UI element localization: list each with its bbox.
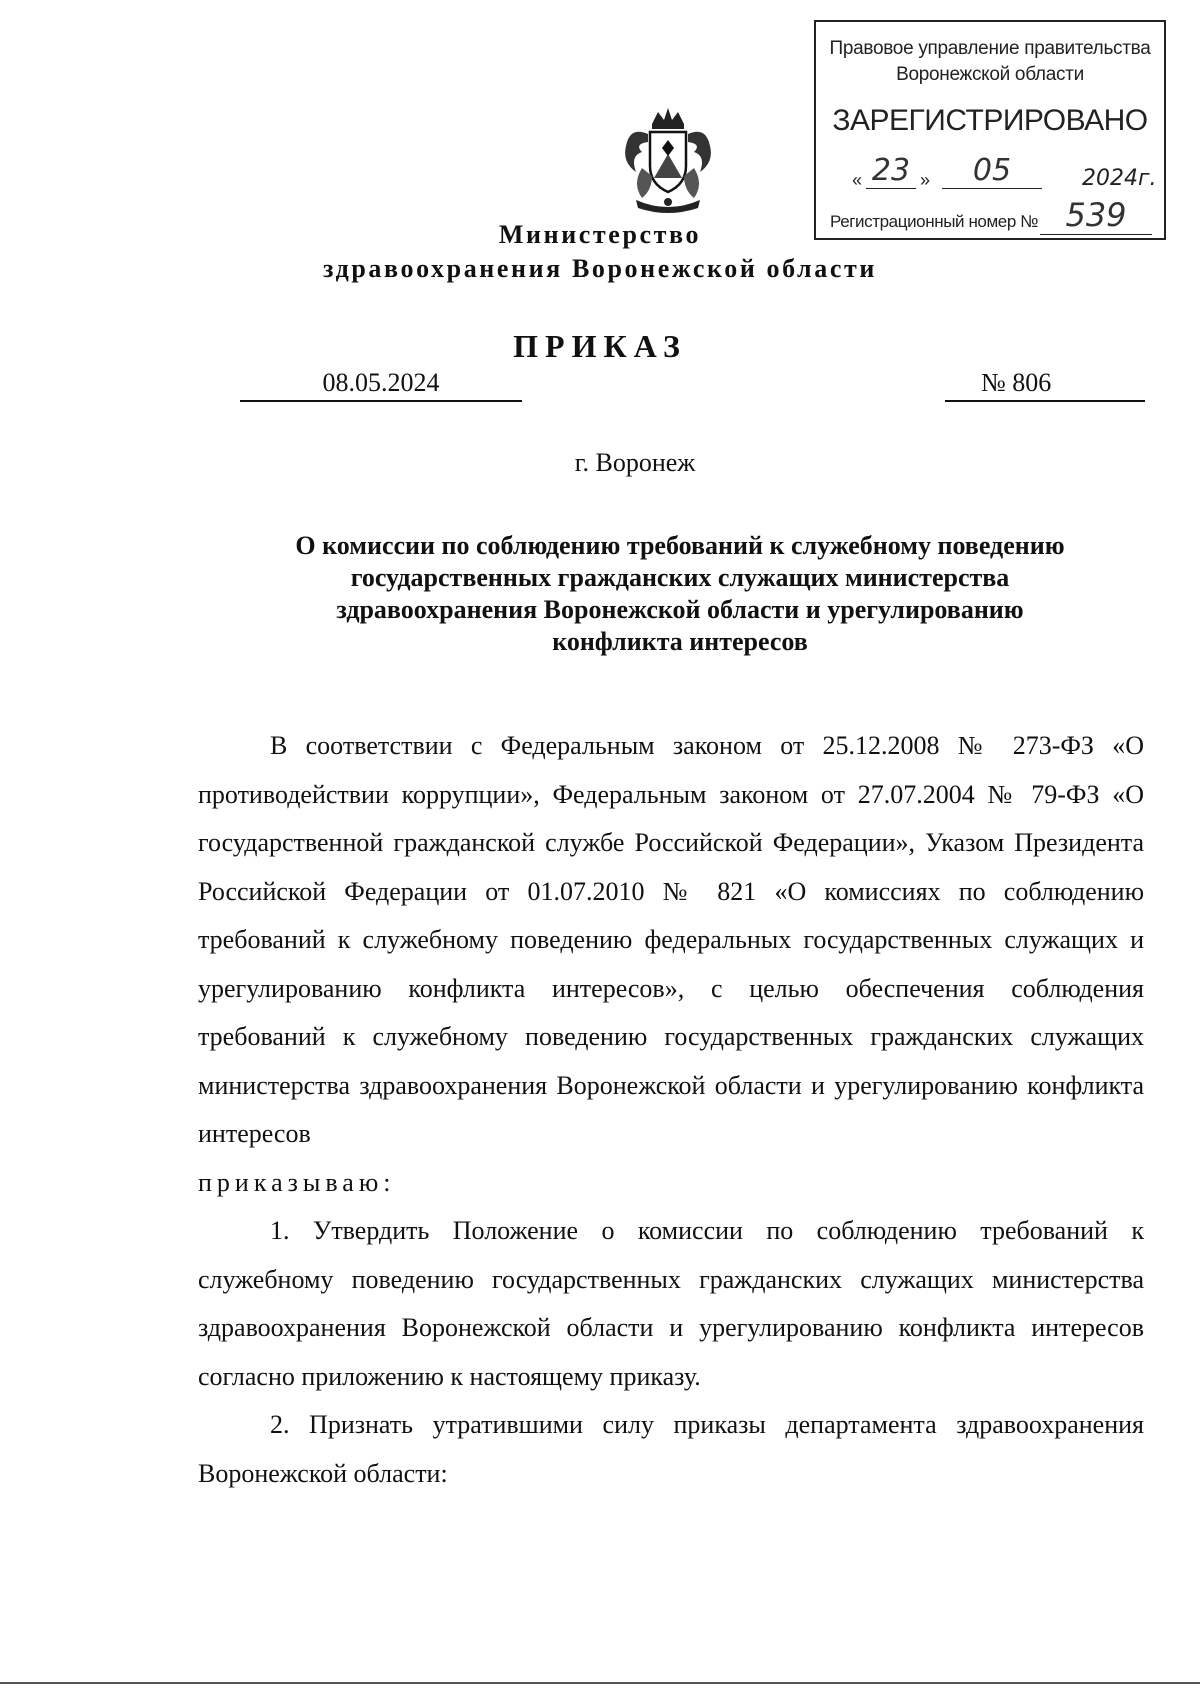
order-number: № 806 <box>981 368 1052 397</box>
ministry-name <box>0 218 1200 286</box>
order-item-2: 2. Признать утратившими силу приказы департамента здравоохранения Воронежской области: <box>198 1410 1144 1488</box>
voronezh-coat-of-arms-icon <box>612 104 724 216</box>
ministry-line2: здравоохранения Воронежской области <box>323 254 877 283</box>
stamp-quote-open: « <box>852 170 863 190</box>
stamp-quote-close: » <box>920 170 931 190</box>
ministry-line1: Министерство <box>498 220 702 249</box>
stamp-reg-label: Регистрационный номер № <box>830 212 1039 231</box>
city: г. Воронеж <box>574 448 696 477</box>
heading-line2: государственных гражданских служащих министерства <box>350 563 1010 592</box>
stamp-year: 2024г. <box>1082 166 1157 191</box>
order-body <box>198 722 1144 1498</box>
stamp-title: ЗАРЕГИСТРИРОВАНО <box>832 104 1148 137</box>
stamp-date <box>852 153 1157 194</box>
order-item-1: 1. Утвердить Положение о комиссии по соблюдению требований к служебному поведению государственных гражданских служащих министерства здравоохранения Воронежской области и урегулированию конфликта интересов согласно приложению к настоящему приказу. <box>198 1216 1144 1391</box>
order-date: 08.05.2024 <box>240 366 522 402</box>
stamp-organization <box>816 36 1164 88</box>
coat-of-arms-graphic <box>612 104 724 216</box>
stamp-day: 23 <box>866 154 916 189</box>
document-type: ПРИКАЗ <box>513 328 687 364</box>
heading-line3: здравоохранения Воронежской области и урегулированию <box>336 595 1024 624</box>
order-heading <box>200 530 1160 658</box>
stamp-reg-number: 539 <box>1040 196 1152 235</box>
heading-line4: конфликта интересов <box>552 627 808 656</box>
heading-line1: О комиссии по соблюдению требований к служебному поведению <box>295 531 1065 560</box>
order-number-field <box>945 366 1145 402</box>
page-bottom-divider <box>0 1682 1200 1684</box>
stamp-org-line2: Воронежской области <box>896 64 1084 85</box>
stamp-month: 05 <box>942 154 1042 189</box>
stamp-org-line1: Правовое управление правительства <box>829 38 1151 59</box>
registration-stamp <box>814 20 1166 240</box>
preamble-paragraph: В соответствии с Федеральным законом от 25.12.2008 № 273-ФЗ «О противодействии коррупции», Федеральным законом от 27.07.2004 № 79-ФЗ «О государственной гражданской службе Российской Федерации», Указом Президента Российской Федерации от 01.07.2010 № 821 «О комиссиях по соблюдению требований к служебному поведению федеральных государственных служащих и урегулированию конфликта интересов», с целью обеспечения соблюдения требований к служебному поведению государственных гражданских служащих министерства здравоохранения Воронежской области и урегулированию конфликта интересов <box>198 731 1144 1148</box>
order-word: приказываю: <box>198 1167 396 1197</box>
